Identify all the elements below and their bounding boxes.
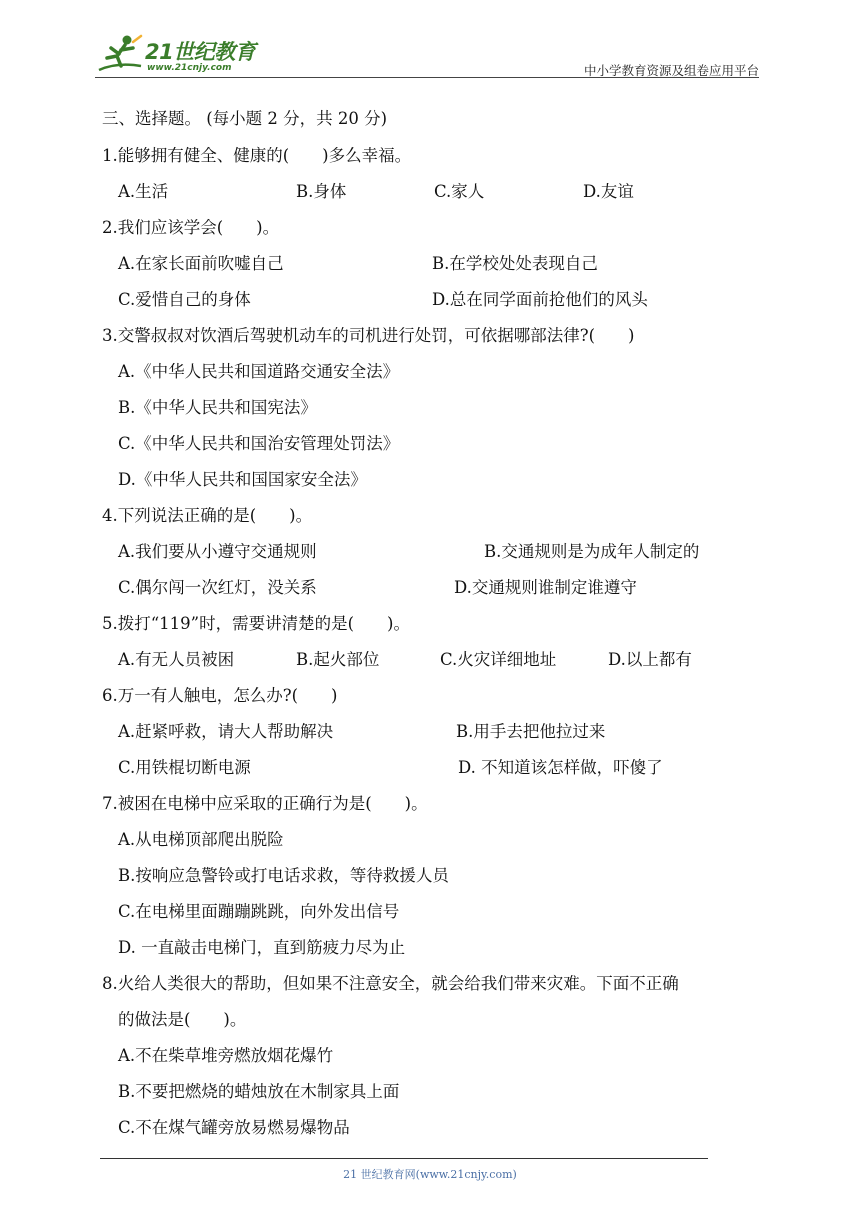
option: C.在电梯里面蹦蹦跳跳，向外发出信号 [118, 902, 400, 921]
question-stem: 4.下列说法正确的是( )。 [102, 506, 313, 525]
option: D.总在同学面前抢他们的风头 [432, 290, 648, 309]
option: D.以上都有 [608, 650, 692, 669]
option: C.《中华人民共和国治安管理处罚法》 [118, 434, 400, 453]
option: B.在学校处处表现自己 [432, 254, 598, 273]
option: C.偶尔闯一次红灯，没关系 [118, 578, 317, 597]
option: A.不在柴草堆旁燃放烟花爆竹 [118, 1046, 334, 1065]
option: B.不要把燃烧的蜡烛放在木制家具上面 [118, 1082, 400, 1101]
option: A.生活 [118, 182, 169, 201]
option: A.从电梯顶部爬出脱险 [118, 830, 284, 849]
option: D.友谊 [583, 182, 634, 201]
question-stem: 1.能够拥有健全、健康的( )多么幸福。 [102, 146, 412, 165]
header-tagline: 中小学教育资源及组卷应用平台 [583, 63, 759, 78]
header-divider [95, 77, 759, 78]
option: B.身体 [296, 182, 347, 201]
question-stem-continued: 的做法是( )。 [118, 1010, 247, 1029]
option: D.交通规则谁制定谁遵守 [454, 578, 637, 597]
runner-logo-icon [95, 32, 145, 76]
question-stem: 2.我们应该学会( )。 [102, 218, 280, 237]
logo-text: 21世纪教育 [145, 40, 256, 64]
logo [95, 32, 275, 76]
logo-url: www.21cnjy.com [147, 63, 232, 73]
option: D. 不知道该怎样做，吓傻了 [458, 758, 663, 777]
option: B.按响应急警铃或打电话求救，等待救援人员 [118, 866, 449, 885]
option: C.用铁棍切断电源 [118, 758, 251, 777]
option: C.火灾详细地址 [440, 650, 557, 669]
option: D. 一直敲击电梯门，直到筋疲力尽为止 [118, 938, 406, 957]
option: D.《中华人民共和国国家安全法》 [118, 470, 367, 489]
section-title: 三、选择题。 (每小题 2 分，共 20 分) [102, 109, 388, 128]
option: C.不在煤气罐旁放易燃易爆物品 [118, 1118, 350, 1137]
question-stem: 8.火给人类很大的帮助，但如果不注意安全，就会给我们带来灾难。下面不正确 [102, 974, 679, 993]
option: B.起火部位 [296, 650, 380, 669]
option: A.赶紧呼救，请大人帮助解决 [118, 722, 334, 741]
option: B.用手去把他拉过来 [456, 722, 606, 741]
question-stem: 5.拨打“119”时，需要讲清楚的是( )。 [102, 614, 410, 633]
option: A.在家长面前吹嘘自己 [118, 254, 284, 273]
option: B.交通规则是为成年人制定的 [484, 542, 700, 561]
option: A.《中华人民共和国道路交通安全法》 [118, 362, 400, 381]
option: C.家人 [434, 182, 485, 201]
question-stem: 6.万一有人触电，怎么办?( ) [102, 686, 338, 705]
question-stem: 7.被困在电梯中应采取的正确行为是( )。 [102, 794, 428, 813]
option: C.爱惜自己的身体 [118, 290, 251, 309]
question-stem: 3.交警叔叔对饮酒后驾驶机动车的司机进行处罚，可依据哪部法律?( ) [102, 326, 635, 345]
page-footer: 21 世纪教育网(www.21cnjy.com) [343, 1168, 517, 1181]
option: B.《中华人民共和国宪法》 [118, 398, 317, 417]
page-header [95, 28, 759, 82]
option: A.我们要从小遵守交通规则 [118, 542, 317, 561]
option: A.有无人员被困 [118, 650, 235, 669]
footer-divider [100, 1158, 708, 1159]
